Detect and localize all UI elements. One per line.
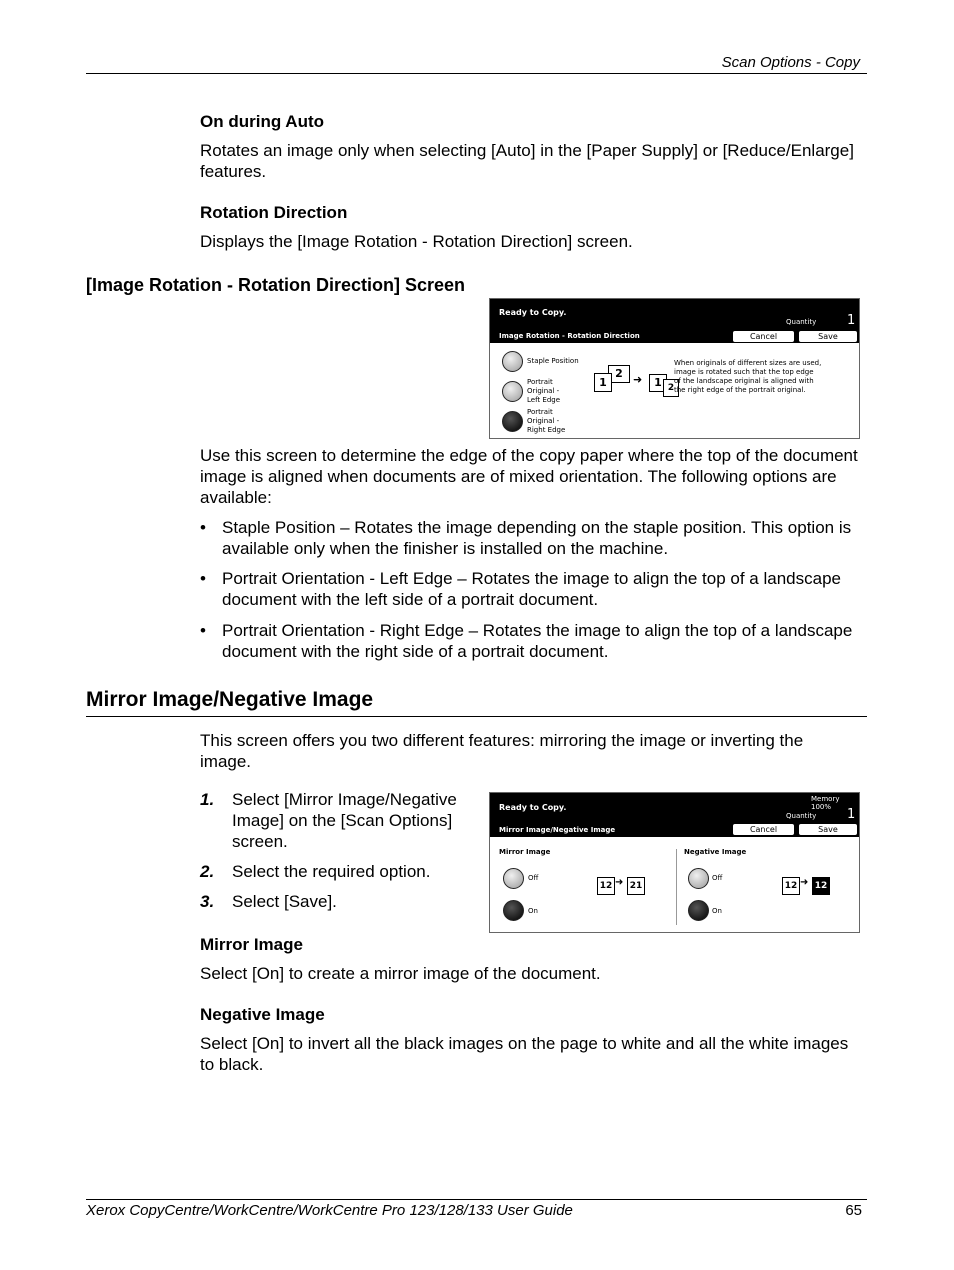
heading-negative-image: Negative Image: [200, 1005, 325, 1024]
bullet-icon: •: [200, 569, 206, 588]
section-rule: [86, 716, 867, 717]
bullet-text-1: Staple Position – Rotates the image depending on the staple position. This option is: [222, 518, 852, 537]
quantity-label: Quantity: [786, 318, 817, 326]
heading-on-during-auto: On during Auto: [200, 112, 325, 131]
portrait-right-edge-label-2: Original -: [527, 417, 560, 425]
step-number: 2.: [200, 862, 215, 881]
status-bar: [490, 299, 859, 329]
portrait-right-edge-radio[interactable]: [502, 411, 523, 432]
portrait-right-edge-label-1: Portrait: [527, 408, 553, 416]
bullet-text-1: Portrait Orientation - Left Edge – Rotates the image to align the top of a landscape: [222, 569, 841, 588]
screen-title: Image Rotation - Rotation Direction: [499, 332, 640, 340]
rotation-para-1: Use this screen to determine the edge of the copy paper where the top of the document: [200, 446, 858, 465]
mirror-on-radio[interactable]: [503, 900, 524, 921]
step-text: Image] on the [Scan Options]: [232, 811, 453, 830]
info-line-4: the right edge of the portrait original.: [674, 386, 806, 394]
mirror-off-radio[interactable]: [503, 868, 524, 889]
mirror-from-page: 12: [597, 877, 615, 895]
negative-on-radio[interactable]: [688, 900, 709, 921]
cancel-button[interactable]: Cancel: [732, 823, 795, 836]
memory-label: Memory 100%: [811, 795, 840, 811]
staple-position-label: Staple Position: [527, 357, 579, 365]
mirror-intro-1: This screen offers you two different features: mirroring the image or inverting the: [200, 731, 804, 750]
step-number: 1.: [200, 790, 215, 809]
mirror-image-text: Select [On] to create a mirror image of the document.: [200, 964, 601, 983]
heading-mirror-negative: Mirror Image/Negative Image: [86, 688, 374, 711]
heading-mirror-image: Mirror Image: [200, 935, 303, 954]
rotation-para-3: available:: [200, 488, 272, 507]
step-text: Select [Save].: [232, 892, 337, 911]
staple-position-radio[interactable]: [502, 351, 523, 372]
info-line-2: image is rotated such that the top edge: [674, 368, 814, 376]
negative-image-label: Negative Image: [684, 848, 747, 856]
mirror-to-page: 21: [627, 877, 645, 895]
portrait-left-edge-label-3: Left Edge: [527, 396, 561, 404]
negative-on-label: On: [712, 907, 722, 915]
portrait-left-edge-label-1: Portrait: [527, 378, 553, 386]
step-2: [200, 861, 431, 882]
page-number: 65: [845, 1202, 862, 1219]
diagram-result-page: 1: [649, 374, 667, 392]
status-bar: [490, 793, 859, 822]
mirror-off-label: Off: [528, 874, 539, 882]
quantity-label: Quantity: [786, 812, 817, 820]
bullet-text-2: document with the left side of a portrait document.: [222, 590, 599, 609]
bullet-text-2: available only when the finisher is installed on the machine.: [222, 539, 669, 558]
rotation-direction-text: Displays the [Image Rotation - Rotation Direction] screen.: [200, 232, 633, 251]
bullet-left-edge: [200, 568, 841, 610]
bullet-right-edge: [200, 620, 853, 662]
quantity-value: 1: [847, 807, 856, 822]
step-text: Select the required option.: [232, 862, 431, 881]
mirror-negative-screen: [489, 792, 860, 933]
heading-rotation-direction: Rotation Direction: [200, 203, 348, 222]
quantity-value: 1: [847, 313, 856, 328]
mirror-intro-2: image.: [200, 752, 252, 771]
mirror-on-label: On: [528, 907, 538, 915]
option-divider: [676, 849, 677, 925]
step-3: [200, 891, 337, 912]
bullet-icon: •: [200, 518, 206, 537]
step-text: screen.: [232, 832, 288, 851]
diagram-front-page: 1: [594, 373, 612, 392]
rotation-para-2: image is aligned when documents are of mixed orientation. The following options are: [200, 467, 837, 486]
footer-title: Xerox CopyCentre/WorkCentre/WorkCentre Pro 123/128/133 User Guide: [86, 1202, 573, 1219]
save-button[interactable]: Save: [798, 330, 858, 343]
info-line-3: of the landscape original is aligned with: [674, 377, 814, 385]
bullet-text-1: Portrait Orientation - Right Edge – Rotates the image to align the top of a landscape: [222, 621, 853, 640]
portrait-left-edge-radio[interactable]: [502, 381, 523, 402]
on-during-auto-text-1: Rotates an image only when selecting [Auto] in the [Paper Supply] or [Reduce/Enlarge]: [200, 141, 854, 160]
footer-rule: [86, 1199, 867, 1200]
step-text: Select [Mirror Image/Negative: [232, 790, 457, 809]
step-1: [200, 789, 457, 852]
bullet-staple-position: [200, 517, 852, 559]
cancel-button[interactable]: Cancel: [732, 330, 795, 343]
negative-from-page: 12: [782, 877, 800, 895]
save-button[interactable]: Save: [798, 823, 858, 836]
status-text: Ready to Copy.: [499, 803, 567, 812]
header-rule: [86, 73, 867, 74]
diagram-rotated-page: 2: [663, 379, 679, 397]
on-during-auto-text-2: features.: [200, 162, 267, 181]
negative-image-text-1: Select [On] to invert all the black images on the page to white and all the white images: [200, 1034, 849, 1053]
negative-off-label: Off: [712, 874, 723, 882]
info-line-1: When originals of different sizes are used,: [674, 359, 822, 367]
mirror-arrow-icon: ➜: [615, 877, 624, 888]
heading-rotation-screen: [Image Rotation - Rotation Direction] Screen: [86, 275, 466, 295]
mirror-image-label: Mirror Image: [499, 848, 551, 856]
bullet-icon: •: [200, 621, 206, 640]
rotation-direction-screen: [489, 298, 860, 439]
diagram-arrow-icon: ➜: [633, 373, 643, 386]
portrait-right-edge-label-3: Right Edge: [527, 426, 566, 434]
negative-to-page: 12: [812, 877, 830, 895]
negative-off-radio[interactable]: [688, 868, 709, 889]
bullet-text-2: document with the right side of a portrait document.: [222, 642, 609, 661]
negative-arrow-icon: ➜: [800, 877, 809, 888]
diagram-back-page: 2: [608, 365, 630, 383]
screen-title: Mirror Image/Negative Image: [499, 826, 616, 834]
screen-title-bar: [490, 822, 859, 837]
running-header: Scan Options - Copy: [721, 54, 860, 71]
portrait-left-edge-label-2: Original -: [527, 387, 560, 395]
screen-title-bar: [490, 329, 859, 343]
status-text: Ready to Copy.: [499, 308, 567, 317]
negative-image-text-2: to black.: [200, 1055, 264, 1074]
step-number: 3.: [200, 892, 215, 911]
